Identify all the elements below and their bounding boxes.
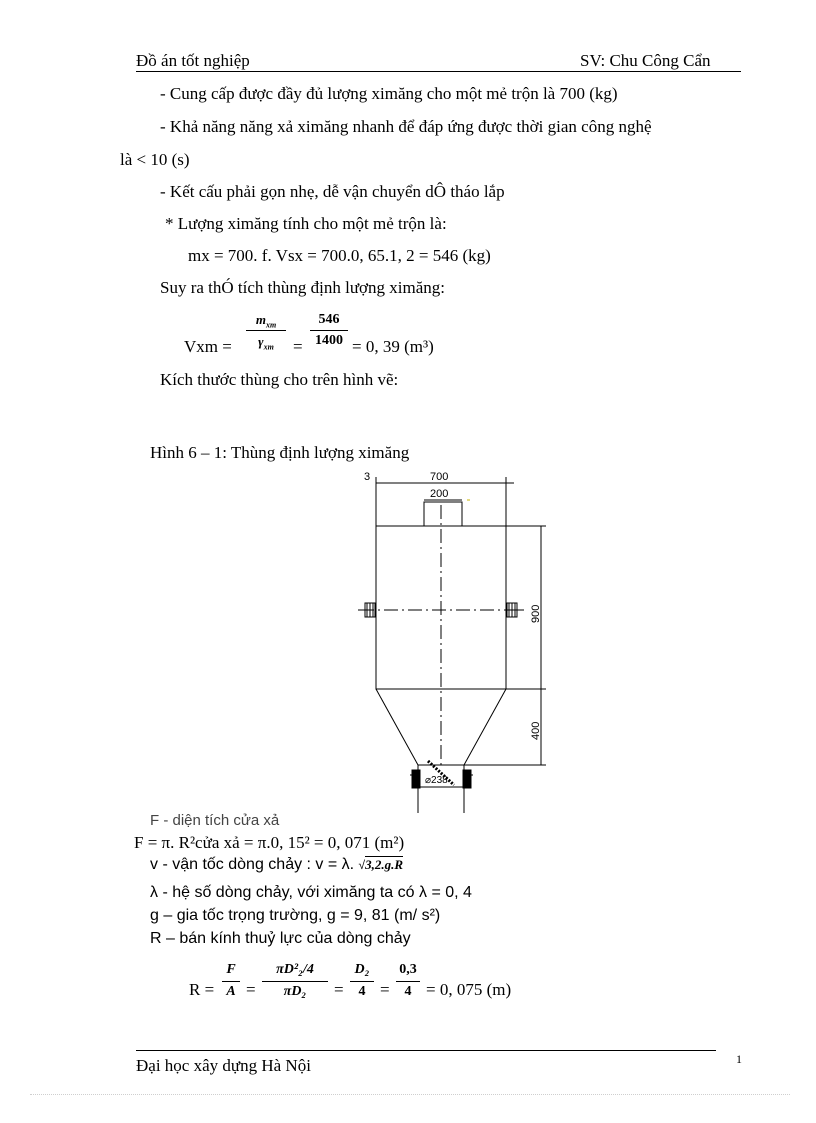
vxm-fraction-bar-1 xyxy=(246,330,286,331)
r-frac2-num: πD²₂/4 xyxy=(276,962,314,977)
vxm-lhs: Vxm = xyxy=(184,337,232,356)
r-frac2-bar xyxy=(262,981,328,982)
dimensions-intro: Kích thước thùng cho trên hình vẽ: xyxy=(160,370,399,389)
cone-right-wall xyxy=(464,689,506,765)
r-eq3: = xyxy=(380,980,390,999)
header-author: SV: Chu Công Cẩn xyxy=(580,51,711,70)
vxm-equals: = xyxy=(293,337,303,356)
velocity-sqrt-radicand: 3,2.g.R xyxy=(365,857,404,872)
page-number: 1 xyxy=(736,1052,742,1066)
r-frac4-bar xyxy=(396,981,420,982)
hydraulic-radius-line: R – bán kính thuỷ lực của dòng chảy xyxy=(150,930,411,947)
hidden-line-clip xyxy=(150,812,280,830)
volume-intro: Suy ra thÓ tích thùng định lượng ximăng: xyxy=(160,278,445,297)
r-frac3-bar xyxy=(350,981,374,982)
header-title: Đồ án tốt nghiệp xyxy=(136,51,250,70)
left-clamp xyxy=(410,770,420,788)
vxm-denominator-1400: 1400 xyxy=(315,333,343,348)
lambda-line: λ - hệ số dòng chảy, với ximăng ta có λ = 0, 4 xyxy=(150,884,472,901)
r-result: = 0, 075 (m) xyxy=(426,980,512,999)
dim-label-900: 900 xyxy=(530,604,542,623)
page-bottom-dotted-line xyxy=(30,1094,790,1095)
velocity-formula: v - vận tốc dòng chảy : v = λ. √3,2.g.R xyxy=(150,856,404,873)
mx-formula: mx = 700. f. Vsx = 700.0, 65.1, 2 = 546 (kg) xyxy=(188,246,491,265)
vxm-density-denominator: $\gamma_{xm}$ xyxy=(258,334,274,352)
vxm-mass-numerator: $m_{xm}$ xyxy=(255,312,277,330)
r-frac4-den: 4 xyxy=(404,984,412,999)
vxm-result: = 0, 39 (m³) xyxy=(352,337,434,356)
r-frac1-bar xyxy=(222,981,240,982)
r-frac1-den: A xyxy=(226,984,236,999)
figure-caption-clip xyxy=(150,443,410,462)
dim-label-400: 400 xyxy=(530,721,542,740)
r-eq2: = xyxy=(334,980,344,999)
r-lhs: R = xyxy=(189,980,215,999)
header-rule xyxy=(136,71,741,72)
footer-university: Đại học xây dựng Hà Nội xyxy=(136,1056,311,1075)
gravity-line: g – gia tốc trọng trường, g = 9, 81 (m/ s²) xyxy=(150,907,441,924)
r-frac4-num: 0,3 xyxy=(399,962,417,977)
footer-rule xyxy=(136,1050,716,1051)
bullet-cement-supply: - Cung cấp được đầy đủ lượng ximăng cho một mẻ trộn là 700 (kg) xyxy=(160,84,618,103)
dim-label-200: 200 xyxy=(430,488,449,500)
bullet-discharge-line2: là < 10 (s) xyxy=(120,150,190,169)
figure-caption: Hình 6 – 1: Thùng định lượng ximăng xyxy=(150,443,410,462)
hidden-line-text: F - diện tích cửa xả xyxy=(150,812,280,829)
r-frac3-num: D₂ xyxy=(354,962,370,977)
dim-label-3: 3 xyxy=(364,471,371,483)
dim-label-outlet: ⌀238 xyxy=(425,775,448,786)
vxm-numerator-546: 546 xyxy=(318,312,340,327)
right-clamp xyxy=(463,770,473,788)
cone-left-wall xyxy=(376,689,418,765)
r-frac1-num: F xyxy=(226,962,236,977)
r-frac3-den: 4 xyxy=(358,984,366,999)
vxm-fraction-bar-2 xyxy=(310,330,348,331)
r-eq1: = xyxy=(246,980,256,999)
cement-hopper-drawing xyxy=(330,465,560,825)
bullet-structure: - Kết cấu phải gọn nhẹ, dễ vận chuyển dÔ tháo lắp xyxy=(160,182,505,201)
area-formula: F = π. R²cửa xả = π.0, 15² = 0, 071 (m²) xyxy=(134,833,405,852)
bullet-discharge-line1: - Khả năng năng xả ximăng nhanh để đáp ứng được thời gian công nghệ xyxy=(160,117,652,136)
inlet-neck xyxy=(424,502,462,526)
r-frac2-den: πD₂ xyxy=(283,984,307,999)
dim-label-700: 700 xyxy=(430,471,449,483)
cement-amount-heading: * Lượng ximăng tính cho một mẻ trộn là: xyxy=(165,214,447,233)
